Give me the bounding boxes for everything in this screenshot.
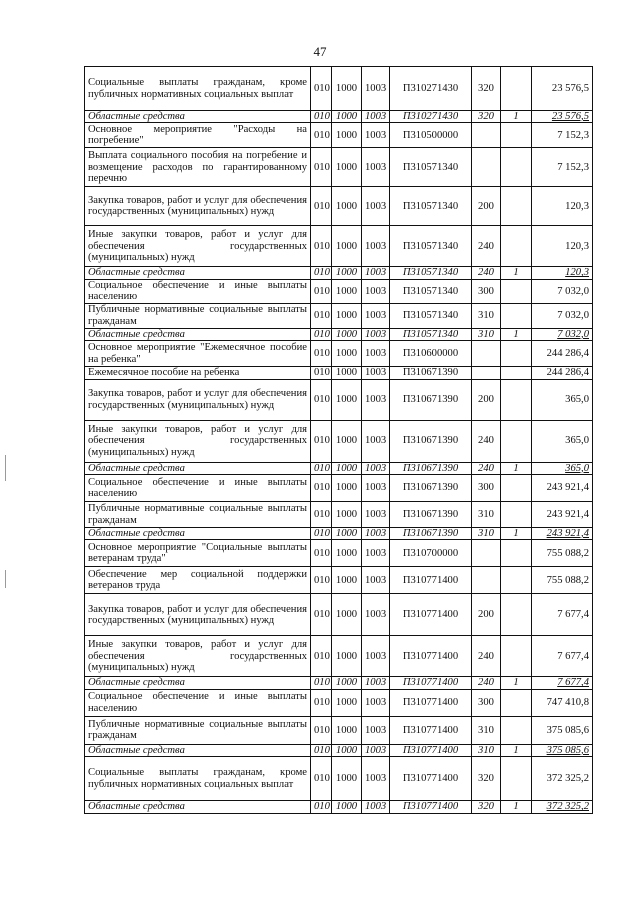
target-article-code: П310771400 bbox=[390, 636, 472, 677]
table-row bbox=[85, 303, 593, 328]
target-article-code: П310500000 bbox=[390, 123, 472, 148]
target-article-code: П310771400 bbox=[390, 744, 472, 756]
funding-source bbox=[501, 67, 532, 111]
expense-type-code: 240 bbox=[472, 267, 501, 279]
subsection-code: 1003 bbox=[362, 689, 390, 716]
section-code: 1000 bbox=[332, 528, 362, 540]
subsection-code: 1003 bbox=[362, 528, 390, 540]
row-name: Областные средства bbox=[85, 267, 311, 279]
funding-source bbox=[501, 594, 532, 636]
subsection-code: 1003 bbox=[362, 148, 390, 187]
row-name: Областные средства bbox=[85, 328, 311, 340]
table-body bbox=[85, 67, 593, 814]
amount: 120,3 bbox=[532, 267, 593, 279]
table-row bbox=[85, 148, 593, 187]
amount: 755 088,2 bbox=[532, 540, 593, 567]
amount: 7 032,0 bbox=[532, 328, 593, 340]
amount: 7 152,3 bbox=[532, 148, 593, 187]
table-row-regional-funds bbox=[85, 328, 593, 340]
table-row bbox=[85, 341, 593, 367]
ved-code: 010 bbox=[311, 636, 332, 677]
row-name: Социальное обеспечение и иные выплаты населению bbox=[85, 279, 311, 303]
expense-type-code: 320 bbox=[472, 757, 501, 801]
expense-type-code bbox=[472, 148, 501, 187]
section-code: 1000 bbox=[332, 716, 362, 744]
subsection-code: 1003 bbox=[362, 757, 390, 801]
amount: 243 921,4 bbox=[532, 528, 593, 540]
expense-type-code bbox=[472, 567, 501, 594]
ved-code: 010 bbox=[311, 67, 332, 111]
table-row bbox=[85, 123, 593, 148]
ved-code: 010 bbox=[311, 502, 332, 528]
subsection-code: 1003 bbox=[362, 226, 390, 267]
amount: 372 325,2 bbox=[532, 801, 593, 813]
ved-code: 010 bbox=[311, 420, 332, 462]
row-name: Закупка товаров, работ и услуг для обеспечения государственных (муниципальных) нужд bbox=[85, 379, 311, 420]
amount: 7 677,4 bbox=[532, 636, 593, 677]
funding-source: 1 bbox=[501, 744, 532, 756]
amount: 365,0 bbox=[532, 420, 593, 462]
row-name: Публичные нормативные социальные выплаты гражданам bbox=[85, 502, 311, 528]
row-name: Социальное обеспечение и иные выплаты населению bbox=[85, 689, 311, 716]
row-name: Основное мероприятие "Расходы на погребение" bbox=[85, 123, 311, 148]
row-name: Основное мероприятие "Социальные выплаты ветеранам труда" bbox=[85, 540, 311, 567]
funding-source bbox=[501, 367, 532, 379]
table-row-regional-funds bbox=[85, 267, 593, 279]
amount: 7 677,4 bbox=[532, 594, 593, 636]
expense-type-code: 300 bbox=[472, 279, 501, 303]
row-name: Областные средства bbox=[85, 528, 311, 540]
expense-type-code: 200 bbox=[472, 187, 501, 226]
row-name: Областные средства bbox=[85, 111, 311, 123]
table-row-regional-funds bbox=[85, 528, 593, 540]
target-article-code: П310771400 bbox=[390, 757, 472, 801]
funding-source bbox=[501, 420, 532, 462]
target-article-code: П310271430 bbox=[390, 111, 472, 123]
amount: 23 576,5 bbox=[532, 67, 593, 111]
ved-code: 010 bbox=[311, 148, 332, 187]
subsection-code: 1003 bbox=[362, 303, 390, 328]
subsection-code: 1003 bbox=[362, 341, 390, 367]
target-article-code: П310571340 bbox=[390, 328, 472, 340]
subsection-code: 1003 bbox=[362, 502, 390, 528]
row-name: Социальные выплаты гражданам, кроме публичных нормативных социальных выплат bbox=[85, 757, 311, 801]
table-row bbox=[85, 540, 593, 567]
target-article-code: П310571340 bbox=[390, 279, 472, 303]
table-row bbox=[85, 636, 593, 677]
target-article-code: П310671390 bbox=[390, 462, 472, 474]
table-row bbox=[85, 594, 593, 636]
section-code: 1000 bbox=[332, 187, 362, 226]
ved-code: 010 bbox=[311, 801, 332, 813]
expense-type-code: 310 bbox=[472, 303, 501, 328]
section-code: 1000 bbox=[332, 67, 362, 111]
funding-source: 1 bbox=[501, 267, 532, 279]
amount: 375 085,6 bbox=[532, 716, 593, 744]
section-code: 1000 bbox=[332, 111, 362, 123]
amount: 755 088,2 bbox=[532, 567, 593, 594]
subsection-code: 1003 bbox=[362, 267, 390, 279]
table-row-regional-funds bbox=[85, 111, 593, 123]
binder-mark bbox=[5, 455, 6, 481]
ved-code: 010 bbox=[311, 341, 332, 367]
expense-type-code: 300 bbox=[472, 689, 501, 716]
section-code: 1000 bbox=[332, 420, 362, 462]
funding-source bbox=[501, 540, 532, 567]
ved-code: 010 bbox=[311, 677, 332, 689]
target-article-code: П310671390 bbox=[390, 420, 472, 462]
section-code: 1000 bbox=[332, 226, 362, 267]
amount: 372 325,2 bbox=[532, 757, 593, 801]
section-code: 1000 bbox=[332, 567, 362, 594]
target-article-code: П310571340 bbox=[390, 303, 472, 328]
expense-type-code: 240 bbox=[472, 677, 501, 689]
target-article-code: П310771400 bbox=[390, 677, 472, 689]
expense-type-code: 310 bbox=[472, 502, 501, 528]
ved-code: 010 bbox=[311, 267, 332, 279]
amount: 23 576,5 bbox=[532, 111, 593, 123]
funding-source bbox=[501, 379, 532, 420]
amount: 7 032,0 bbox=[532, 279, 593, 303]
amount: 747 410,8 bbox=[532, 689, 593, 716]
subsection-code: 1003 bbox=[362, 801, 390, 813]
amount: 365,0 bbox=[532, 462, 593, 474]
ved-code: 010 bbox=[311, 744, 332, 756]
amount: 243 921,4 bbox=[532, 475, 593, 502]
row-name: Социальные выплаты гражданам, кроме публичных нормативных социальных выплат bbox=[85, 67, 311, 111]
ved-code: 010 bbox=[311, 462, 332, 474]
funding-source bbox=[501, 279, 532, 303]
section-code: 1000 bbox=[332, 677, 362, 689]
ved-code: 010 bbox=[311, 528, 332, 540]
target-article-code: П310671390 bbox=[390, 528, 472, 540]
ved-code: 010 bbox=[311, 303, 332, 328]
amount: 244 286,4 bbox=[532, 367, 593, 379]
target-article-code: П310671390 bbox=[390, 367, 472, 379]
subsection-code: 1003 bbox=[362, 567, 390, 594]
section-code: 1000 bbox=[332, 801, 362, 813]
table-row-regional-funds bbox=[85, 744, 593, 756]
funding-source: 1 bbox=[501, 528, 532, 540]
table-row-regional-funds bbox=[85, 801, 593, 813]
funding-source bbox=[501, 689, 532, 716]
funding-source: 1 bbox=[501, 328, 532, 340]
funding-source: 1 bbox=[501, 111, 532, 123]
ved-code: 010 bbox=[311, 594, 332, 636]
expense-type-code: 240 bbox=[472, 226, 501, 267]
target-article-code: П310271430 bbox=[390, 67, 472, 111]
ved-code: 010 bbox=[311, 123, 332, 148]
expense-type-code: 310 bbox=[472, 716, 501, 744]
section-code: 1000 bbox=[332, 303, 362, 328]
subsection-code: 1003 bbox=[362, 716, 390, 744]
subsection-code: 1003 bbox=[362, 187, 390, 226]
row-name: Публичные нормативные социальные выплаты гражданам bbox=[85, 716, 311, 744]
section-code: 1000 bbox=[332, 379, 362, 420]
section-code: 1000 bbox=[332, 475, 362, 502]
subsection-code: 1003 bbox=[362, 462, 390, 474]
section-code: 1000 bbox=[332, 636, 362, 677]
ved-code: 010 bbox=[311, 328, 332, 340]
expense-type-code: 300 bbox=[472, 475, 501, 502]
section-code: 1000 bbox=[332, 757, 362, 801]
row-name: Областные средства bbox=[85, 801, 311, 813]
table-row bbox=[85, 475, 593, 502]
target-article-code: П310671390 bbox=[390, 475, 472, 502]
row-name: Иные закупки товаров, работ и услуг для обеспечения государственных (муниципальных) нужд bbox=[85, 226, 311, 267]
subsection-code: 1003 bbox=[362, 379, 390, 420]
budget-table bbox=[84, 66, 593, 814]
ved-code: 010 bbox=[311, 279, 332, 303]
target-article-code: П310571340 bbox=[390, 267, 472, 279]
funding-source bbox=[501, 475, 532, 502]
row-name: Выплата социального пособия на погребение и возмещение расходов по гарантированному перечню bbox=[85, 148, 311, 187]
section-code: 1000 bbox=[332, 462, 362, 474]
ved-code: 010 bbox=[311, 540, 332, 567]
section-code: 1000 bbox=[332, 148, 362, 187]
subsection-code: 1003 bbox=[362, 279, 390, 303]
row-name: Иные закупки товаров, работ и услуг для обеспечения государственных (муниципальных) нужд bbox=[85, 636, 311, 677]
expense-type-code: 310 bbox=[472, 528, 501, 540]
section-code: 1000 bbox=[332, 594, 362, 636]
funding-source bbox=[501, 716, 532, 744]
row-name: Ежемесячное пособие на ребенка bbox=[85, 367, 311, 379]
expense-type-code bbox=[472, 367, 501, 379]
section-code: 1000 bbox=[332, 744, 362, 756]
table-row bbox=[85, 502, 593, 528]
table-row bbox=[85, 757, 593, 801]
subsection-code: 1003 bbox=[362, 594, 390, 636]
ved-code: 010 bbox=[311, 475, 332, 502]
funding-source bbox=[501, 303, 532, 328]
section-code: 1000 bbox=[332, 279, 362, 303]
section-code: 1000 bbox=[332, 502, 362, 528]
subsection-code: 1003 bbox=[362, 420, 390, 462]
ved-code: 010 bbox=[311, 226, 332, 267]
funding-source bbox=[501, 757, 532, 801]
expense-type-code: 240 bbox=[472, 636, 501, 677]
row-name: Социальное обеспечение и иные выплаты населению bbox=[85, 475, 311, 502]
table-row bbox=[85, 420, 593, 462]
funding-source bbox=[501, 123, 532, 148]
expense-type-code: 240 bbox=[472, 462, 501, 474]
amount: 120,3 bbox=[532, 187, 593, 226]
expense-type-code bbox=[472, 123, 501, 148]
target-article-code: П310571340 bbox=[390, 187, 472, 226]
target-article-code: П310771400 bbox=[390, 801, 472, 813]
funding-source bbox=[501, 636, 532, 677]
row-name: Закупка товаров, работ и услуг для обеспечения государственных (муниципальных) нужд bbox=[85, 187, 311, 226]
target-article-code: П310671390 bbox=[390, 379, 472, 420]
section-code: 1000 bbox=[332, 328, 362, 340]
target-article-code: П310600000 bbox=[390, 341, 472, 367]
subsection-code: 1003 bbox=[362, 123, 390, 148]
expense-type-code bbox=[472, 540, 501, 567]
target-article-code: П310771400 bbox=[390, 594, 472, 636]
ved-code: 010 bbox=[311, 187, 332, 226]
ved-code: 010 bbox=[311, 111, 332, 123]
subsection-code: 1003 bbox=[362, 475, 390, 502]
section-code: 1000 bbox=[332, 367, 362, 379]
expense-type-code: 320 bbox=[472, 111, 501, 123]
amount: 243 921,4 bbox=[532, 502, 593, 528]
funding-source bbox=[501, 341, 532, 367]
expense-type-code: 310 bbox=[472, 328, 501, 340]
row-name: Основное мероприятие "Ежемесячное пособие на ребенка" bbox=[85, 341, 311, 367]
ved-code: 010 bbox=[311, 689, 332, 716]
expense-type-code: 320 bbox=[472, 67, 501, 111]
subsection-code: 1003 bbox=[362, 744, 390, 756]
section-code: 1000 bbox=[332, 267, 362, 279]
table-row bbox=[85, 567, 593, 594]
table-row bbox=[85, 716, 593, 744]
target-article-code: П310571340 bbox=[390, 226, 472, 267]
target-article-code: П310671390 bbox=[390, 502, 472, 528]
table-row bbox=[85, 279, 593, 303]
expense-type-code: 320 bbox=[472, 801, 501, 813]
row-name: Областные средства bbox=[85, 462, 311, 474]
funding-source bbox=[501, 187, 532, 226]
target-article-code: П310771400 bbox=[390, 716, 472, 744]
subsection-code: 1003 bbox=[362, 328, 390, 340]
table-row bbox=[85, 689, 593, 716]
amount: 375 085,6 bbox=[532, 744, 593, 756]
funding-source bbox=[501, 226, 532, 267]
target-article-code: П310571340 bbox=[390, 148, 472, 187]
ved-code: 010 bbox=[311, 567, 332, 594]
amount: 7 152,3 bbox=[532, 123, 593, 148]
table-row bbox=[85, 367, 593, 379]
amount: 244 286,4 bbox=[532, 341, 593, 367]
row-name: Обеспечение мер социальной поддержки ветеранов труда bbox=[85, 567, 311, 594]
funding-source: 1 bbox=[501, 677, 532, 689]
expense-type-code: 310 bbox=[472, 744, 501, 756]
subsection-code: 1003 bbox=[362, 636, 390, 677]
ved-code: 010 bbox=[311, 367, 332, 379]
table-row bbox=[85, 226, 593, 267]
binder-mark bbox=[5, 570, 6, 588]
subsection-code: 1003 bbox=[362, 67, 390, 111]
subsection-code: 1003 bbox=[362, 677, 390, 689]
funding-source bbox=[501, 567, 532, 594]
expense-type-code: 200 bbox=[472, 594, 501, 636]
target-article-code: П310771400 bbox=[390, 567, 472, 594]
table-row bbox=[85, 67, 593, 111]
section-code: 1000 bbox=[332, 689, 362, 716]
table-row-regional-funds bbox=[85, 462, 593, 474]
row-name: Публичные нормативные социальные выплаты гражданам bbox=[85, 303, 311, 328]
expense-type-code: 200 bbox=[472, 379, 501, 420]
funding-source: 1 bbox=[501, 462, 532, 474]
target-article-code: П310700000 bbox=[390, 540, 472, 567]
subsection-code: 1003 bbox=[362, 111, 390, 123]
funding-source bbox=[501, 502, 532, 528]
row-name: Иные закупки товаров, работ и услуг для обеспечения государственных (муниципальных) нужд bbox=[85, 420, 311, 462]
row-name: Областные средства bbox=[85, 677, 311, 689]
ved-code: 010 bbox=[311, 757, 332, 801]
expense-type-code bbox=[472, 341, 501, 367]
subsection-code: 1003 bbox=[362, 367, 390, 379]
amount: 365,0 bbox=[532, 379, 593, 420]
funding-source: 1 bbox=[501, 801, 532, 813]
subsection-code: 1003 bbox=[362, 540, 390, 567]
table-row-regional-funds bbox=[85, 677, 593, 689]
funding-source bbox=[501, 148, 532, 187]
section-code: 1000 bbox=[332, 341, 362, 367]
section-code: 1000 bbox=[332, 123, 362, 148]
row-name: Закупка товаров, работ и услуг для обеспечения государственных (муниципальных) нужд bbox=[85, 594, 311, 636]
table-row bbox=[85, 187, 593, 226]
page-number: 47 bbox=[313, 44, 327, 59]
table-row bbox=[85, 379, 593, 420]
row-name: Областные средства bbox=[85, 744, 311, 756]
section-code: 1000 bbox=[332, 540, 362, 567]
amount: 7 032,0 bbox=[532, 303, 593, 328]
ved-code: 010 bbox=[311, 379, 332, 420]
amount: 120,3 bbox=[532, 226, 593, 267]
expense-type-code: 240 bbox=[472, 420, 501, 462]
target-article-code: П310771400 bbox=[390, 689, 472, 716]
ved-code: 010 bbox=[311, 716, 332, 744]
amount: 7 677,4 bbox=[532, 677, 593, 689]
